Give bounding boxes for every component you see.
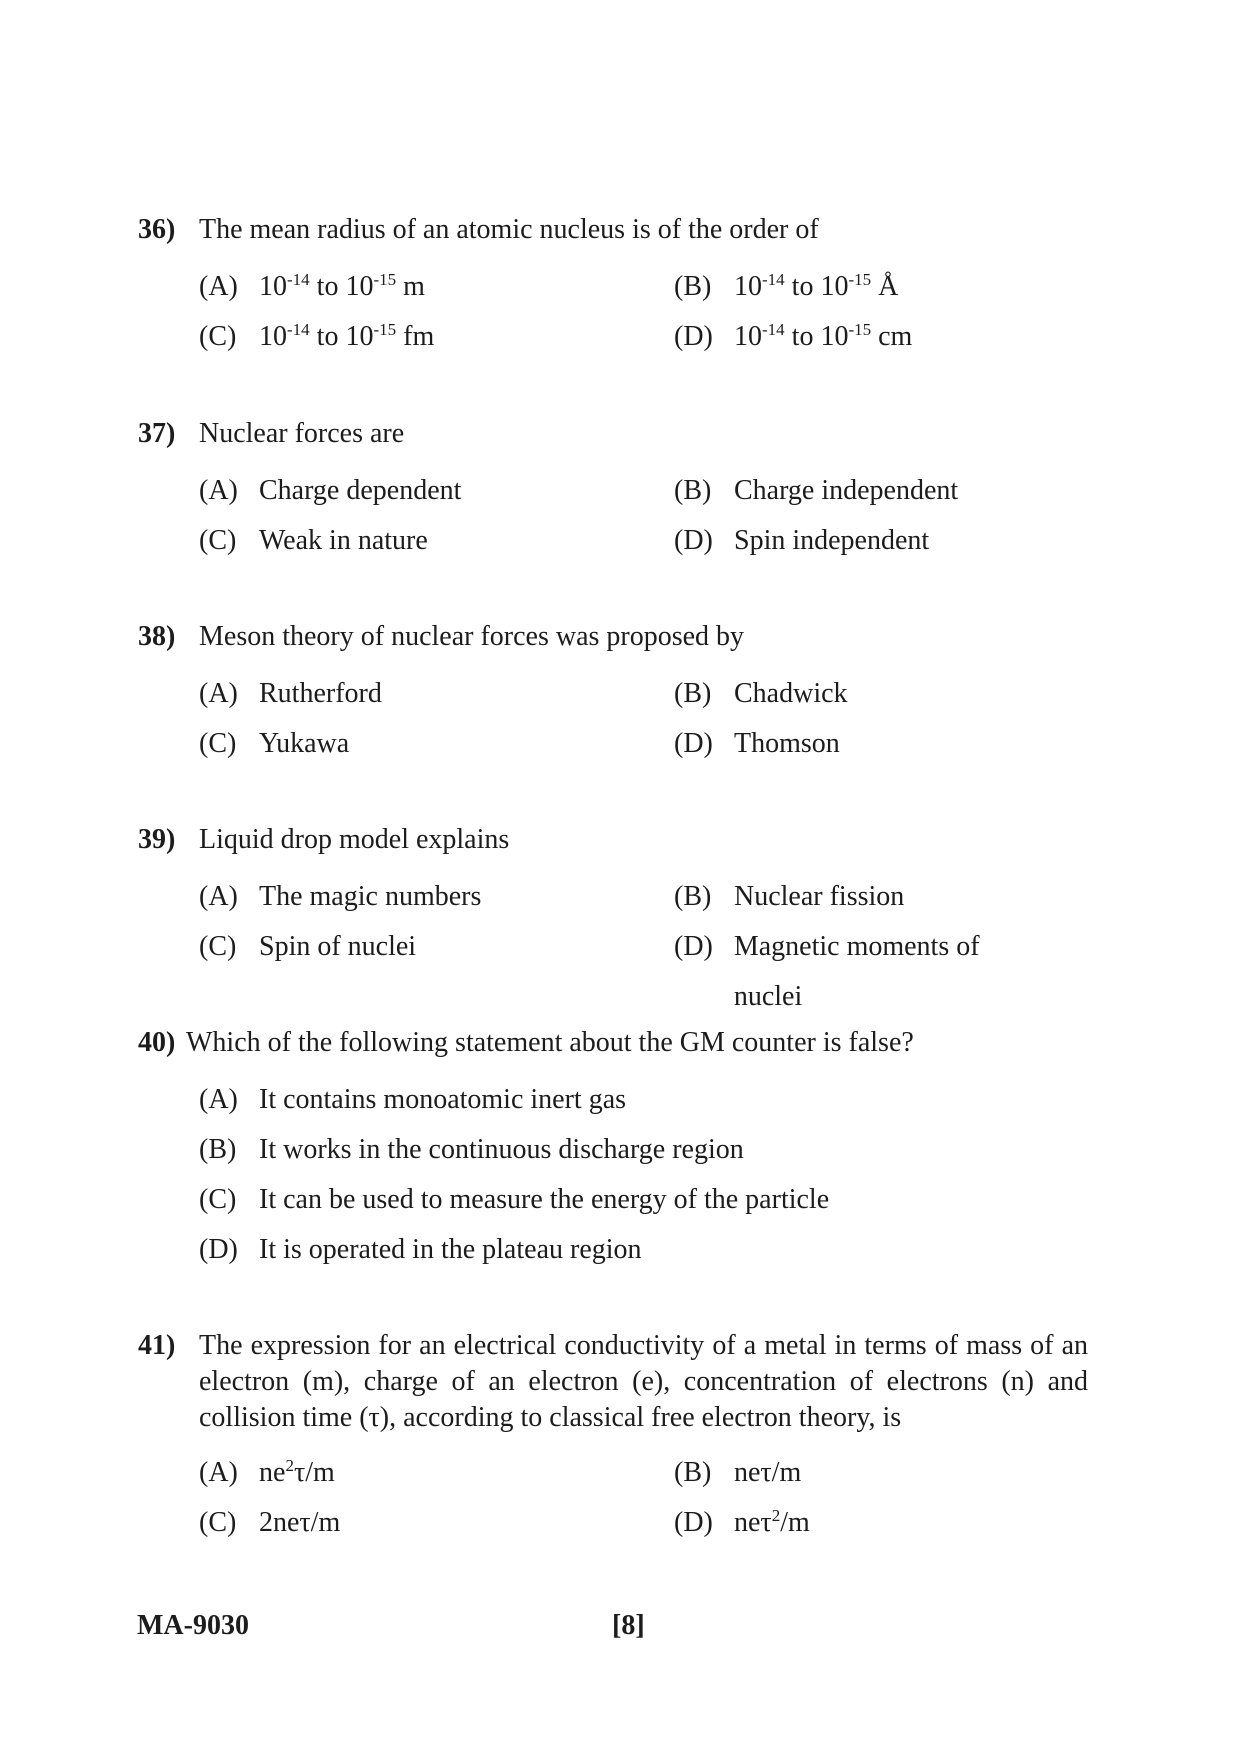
option-text: $ne^2\tau/m$: [259, 1456, 335, 1488]
option-label: (D): [199, 1234, 238, 1265]
paper-code: MA-9030: [137, 1610, 249, 1641]
option-label: (C): [199, 321, 237, 352]
question-37: [138, 416, 1088, 566]
option-label: (B): [199, 1134, 237, 1165]
option-text: It can be used to measure the energy of the particle: [259, 1184, 830, 1215]
option-b: [199, 1125, 1099, 1175]
question-text: The mean radius of an atomic nucleus is of the order of: [199, 214, 819, 245]
option-label: (A): [199, 271, 238, 302]
question-text: Which of the following statement about the GM counter is false?: [186, 1027, 914, 1058]
question-number: 40): [138, 1027, 176, 1058]
option-label: (B): [674, 271, 712, 302]
question-41: [138, 1328, 1088, 1548]
option-text: neτ/m: [734, 1457, 802, 1488]
option-text: neτ$^2$/m: [734, 1506, 810, 1538]
option-d: [674, 312, 1054, 362]
option-b: [674, 669, 1054, 719]
question-text: Meson theory of nuclear forces was proposed by: [199, 621, 745, 652]
option-c: [199, 922, 674, 972]
option-a: [199, 669, 674, 719]
question-number: 36): [138, 214, 176, 245]
question-text: Nuclear forces are: [199, 418, 405, 449]
option-b: [674, 262, 1054, 312]
option-c: [199, 312, 674, 362]
option-text: $10^{-14}$ to $10^{-15}$ Å: [734, 270, 899, 302]
option-label: (B): [674, 678, 712, 709]
option-label: (A): [199, 1084, 238, 1115]
option-text: It contains monoatomic inert gas: [259, 1084, 627, 1115]
option-b: [674, 466, 1054, 516]
question-number: 39): [138, 824, 176, 855]
options: [199, 1448, 1088, 1548]
option-a: [199, 1075, 1099, 1125]
option-text: It works in the continuous discharge region: [259, 1134, 744, 1165]
options: [199, 669, 1088, 769]
option-d: [674, 922, 1054, 1012]
option-text: 2neτ/m: [259, 1507, 341, 1538]
option-a: [199, 872, 674, 922]
option-label: (C): [199, 525, 237, 556]
option-d: [674, 516, 1054, 566]
option-text: It is operated in the plateau region: [259, 1234, 642, 1265]
option-text: Spin independent: [734, 525, 930, 556]
question-number: 38): [138, 621, 176, 652]
option-a: [199, 1448, 674, 1498]
option-a: [199, 262, 674, 312]
option-label: (D): [674, 525, 713, 556]
option-text: $10^{-14}$ to $10^{-15}$ fm: [259, 320, 435, 352]
option-text: Weak in nature: [259, 525, 428, 556]
question-39: [138, 822, 1088, 1012]
option-a: [199, 466, 674, 516]
option-text: Magnetic moments of nuclei: [733, 931, 980, 1012]
option-label: (D): [674, 321, 713, 352]
options: [199, 872, 1088, 1012]
option-label: (D): [674, 728, 713, 759]
option-c: [199, 1175, 1099, 1225]
option-text: Thomson: [734, 728, 840, 759]
options: [199, 262, 1088, 362]
question-text: Liquid drop model explains: [199, 824, 510, 855]
option-label: (A): [199, 881, 238, 912]
question-36: [138, 212, 1088, 362]
option-b: [674, 1448, 1054, 1498]
option-c: [199, 1498, 674, 1548]
option-text: $10^{-14}$ to $10^{-15}$ m: [259, 270, 425, 302]
option-text: The magic numbers: [259, 881, 482, 912]
question-40: [138, 1025, 1088, 1275]
option-d: [674, 719, 1054, 769]
option-label: (D): [674, 931, 713, 962]
option-text: Rutherford: [259, 678, 382, 709]
options: [199, 1075, 1088, 1275]
option-label: (A): [199, 678, 238, 709]
option-d: [674, 1498, 1054, 1548]
option-text: Charge dependent: [259, 475, 462, 506]
question-number: 37): [138, 418, 176, 449]
question-text: The expression for an electrical conductivity of a metal in terms of mass of an electron (m), charge of an electron (e), concentration of electrons (n) and collision time (τ), according to classical free electron theory, is: [199, 1330, 1088, 1433]
option-label: (A): [199, 1457, 238, 1488]
question-38: [138, 619, 1088, 769]
option-label: (A): [199, 475, 238, 506]
option-label: (B): [674, 475, 712, 506]
option-text: Charge independent: [734, 475, 959, 506]
option-text: Yukawa: [259, 728, 350, 759]
options: [199, 466, 1088, 566]
option-b: [674, 872, 1054, 922]
option-label: (C): [199, 1507, 237, 1538]
option-c: [199, 516, 674, 566]
option-label: (C): [199, 1184, 237, 1215]
option-label: (C): [199, 728, 237, 759]
option-label: (B): [674, 1457, 712, 1488]
option-label: (C): [199, 931, 237, 962]
option-text: Nuclear fission: [734, 881, 905, 912]
option-label: (B): [674, 881, 712, 912]
option-text: $10^{-14}$ to $10^{-15}$ cm: [734, 320, 913, 352]
option-label: (D): [674, 1507, 713, 1538]
page-number: [8]: [612, 1610, 645, 1641]
question-number: 41): [138, 1330, 176, 1361]
option-c: [199, 719, 674, 769]
option-d: [199, 1225, 1099, 1275]
option-text: Spin of nuclei: [259, 931, 417, 962]
option-text: Chadwick: [734, 678, 848, 709]
